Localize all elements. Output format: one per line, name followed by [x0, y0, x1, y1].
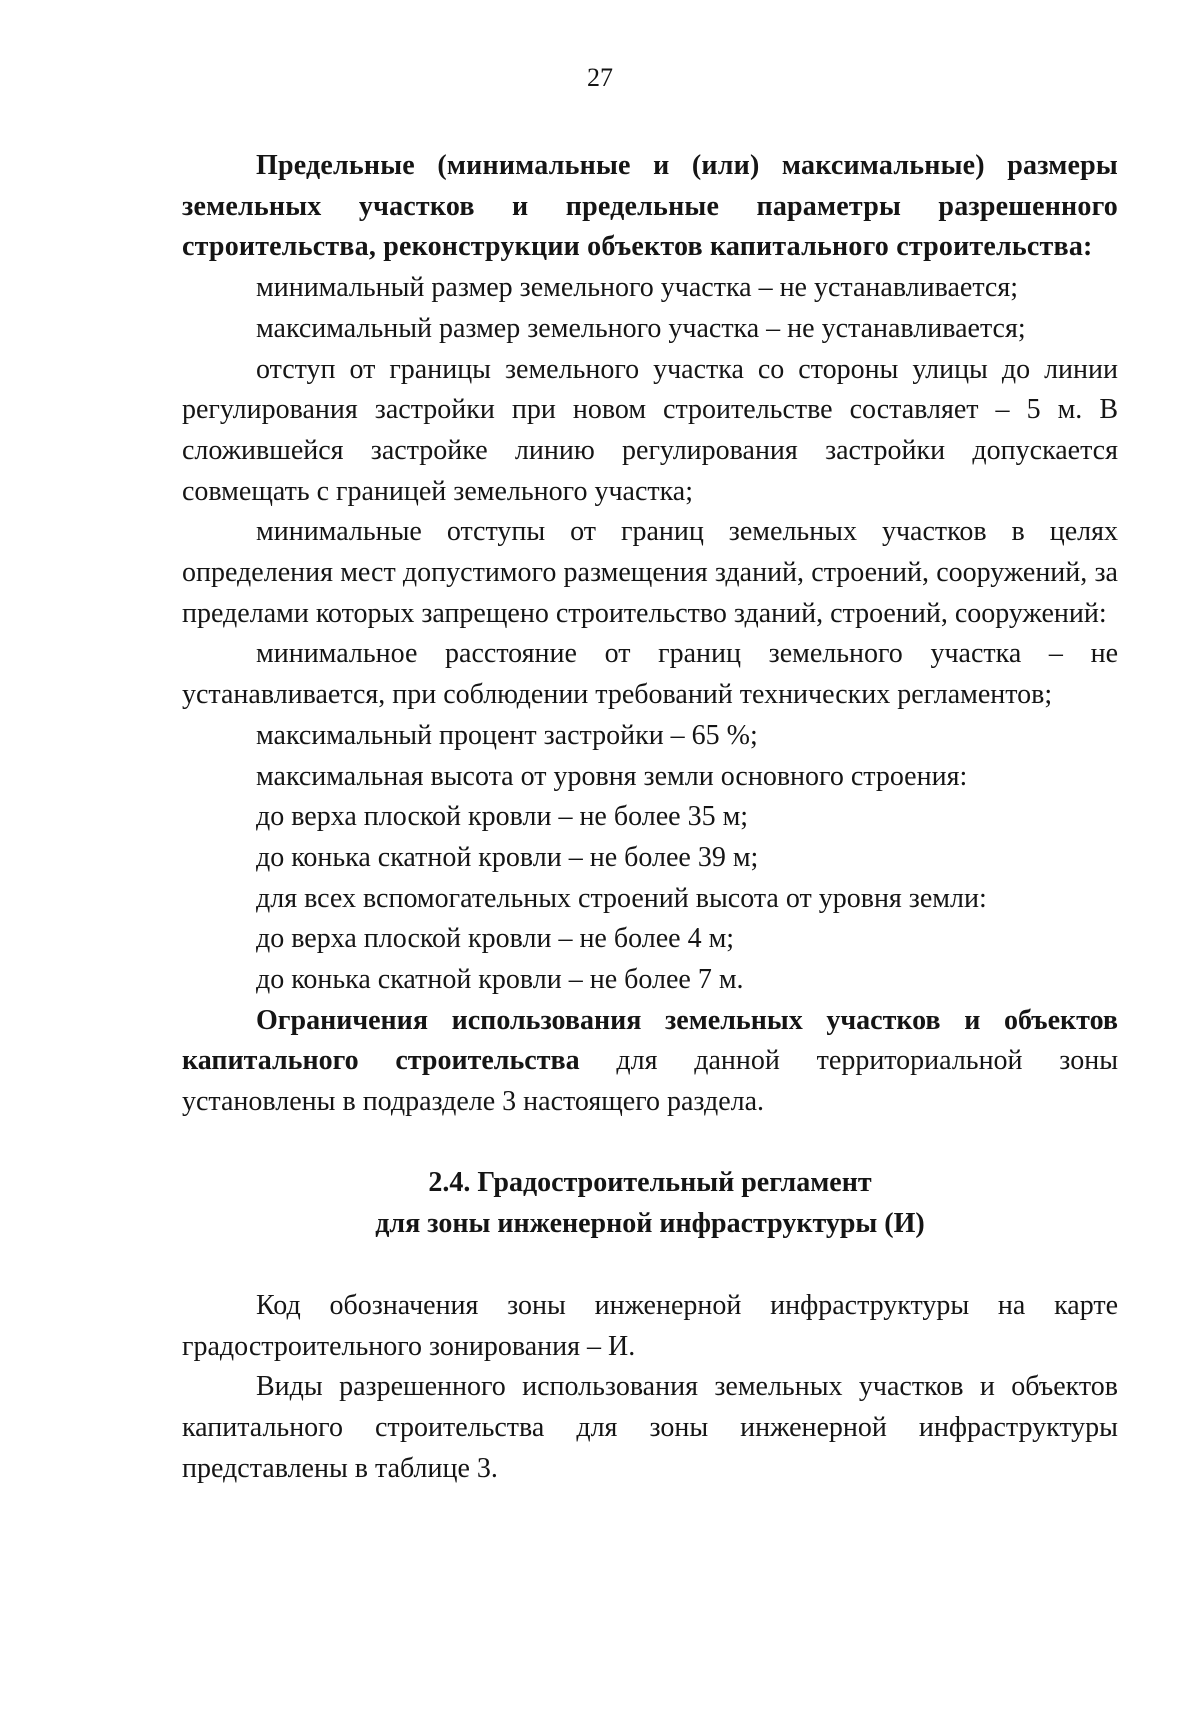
restriction-main-pitched-roof: до конька скатной кровли – не более 39 м;: [256, 841, 759, 873]
restriction-min-distance: минимальное расстояние от границ земельного участка – не устанавливается, при соблюдении требований технических регламентов;: [182, 638, 1118, 711]
restriction-max-coverage: максимальный процент застройки – 65 %;: [256, 719, 758, 751]
page-number: 27: [587, 63, 613, 92]
limitations-regular-text: для данной территориальной зоны установлены в подразделе 3 настоящего раздела.: [182, 1045, 1119, 1118]
restriction-minimum-setbacks: минимальные отступы от границ земельных участков в целях определения мест допустимого размещения зданий, строений, сооружений, за пределами которых запрещено строительство зданий, строений, сооружений:: [182, 516, 1118, 629]
section-title-line-1: 2.4. Градостроительный регламент: [428, 1166, 872, 1198]
section-spacer: [182, 1123, 1118, 1162]
section-title-line-2: для зоны инженерной инфраструктуры (И): [375, 1207, 925, 1239]
restriction-main-flat-roof: до верха плоской кровли – не более 35 м;: [256, 801, 749, 833]
restriction-max-plot-size: максимальный размер земельного участка – не устанавливается;: [256, 312, 1026, 344]
restriction-auxiliary-flat-roof: до верха плоской кровли – не более 4 м;: [256, 923, 735, 955]
restriction-street-setback: отступ от границы земельного участка со стороны улицы до линии регулирования застройки при новом строительстве составляет – 5 м. В сложившейся застройке линию регулирования застройки допускается совмещать с границей земельного участка;: [182, 353, 1118, 507]
restriction-min-plot-size: минимальный размер земельного участка – не устанавливается;: [256, 272, 1019, 304]
limitations-paragraph: [182, 1001, 1118, 1123]
permitted-use-paragraph: Виды разрешенного использования земельных участков и объектов капитального строительства для зоны инженерной инфраструктуры представлены в таблице 3.: [182, 1371, 1118, 1484]
page-content: [182, 146, 1118, 1489]
restriction-auxiliary-height: для всех вспомогательных строений высота от уровня земли:: [256, 882, 987, 914]
restriction-main-building-height: максимальная высота от уровня земли основного строения:: [256, 760, 968, 792]
limitations-bold-text: Ограничения использования земельных участков и объектов капитального строительства: [182, 1004, 1118, 1077]
restriction-auxiliary-pitched-roof: до конька скатной кровли – не более 7 м.: [256, 964, 744, 996]
section-body-spacer: [182, 1244, 1118, 1286]
zone-code-paragraph: Код обозначения зоны инженерной инфраструктуры на карте градостроительного зонирования – И.: [182, 1289, 1118, 1362]
restrictions-heading: Предельные (минимальные и (или) максимальные) размеры земельных участков и предельные параметры разрешенного строительства, реконструкции объектов капитального строительства:: [182, 150, 1118, 263]
